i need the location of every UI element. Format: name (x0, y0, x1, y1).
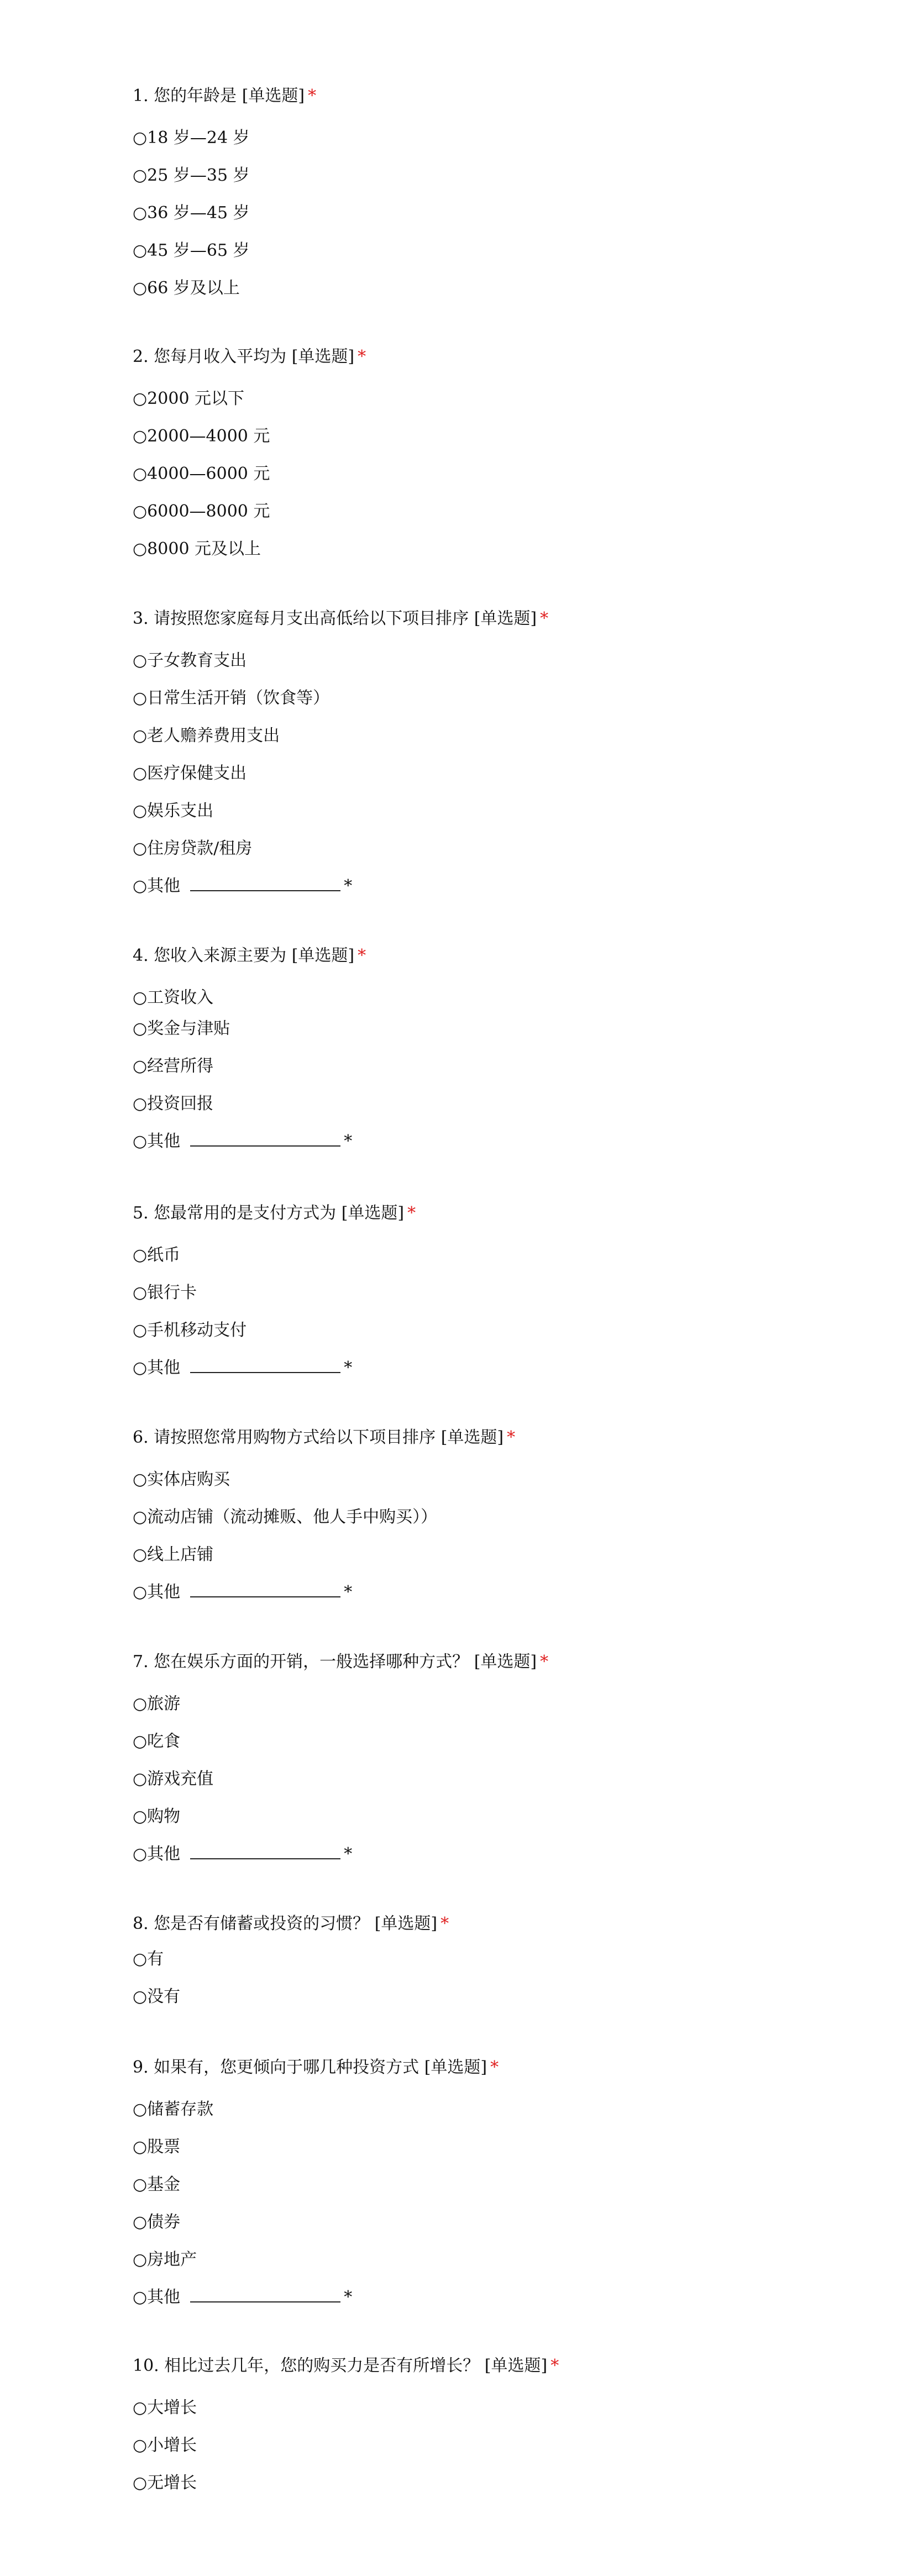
option-label: ○66 岁及以上 (133, 278, 240, 298)
question-title (133, 85, 316, 107)
option-game-topup[interactable] (133, 1768, 213, 1790)
option-label: ○其他 (133, 876, 181, 896)
option-stocks[interactable] (133, 2136, 180, 2158)
option-income-8000-plus[interactable] (133, 538, 261, 560)
blank-required-mark: * (344, 1844, 353, 1864)
question-title-text: 8. 您是否有储蓄或投资的习惯？ [单选题] (133, 1914, 438, 1933)
option-label: ○旅游 (133, 1694, 181, 1713)
option-label: ○子女教育支出 (133, 651, 247, 670)
option-no-growth[interactable] (133, 2472, 197, 2494)
option-label: ○医疗保健支出 (133, 764, 247, 783)
option-36-45[interactable] (133, 202, 250, 224)
option-mobile-payment[interactable] (133, 1319, 247, 1342)
option-label: ○大增长 (133, 2398, 197, 2417)
required-mark: * (507, 1428, 516, 1447)
option-label: ○36 岁—45 岁 (133, 203, 250, 223)
question-title (133, 1913, 449, 1935)
option-travel[interactable] (133, 1693, 180, 1715)
question-title-text: 7. 您在娱乐方面的开销，一般选择哪种方式？ [单选题] (133, 1652, 537, 1671)
blank-required-mark: * (344, 1583, 353, 1602)
required-mark: * (540, 609, 549, 628)
option-salary[interactable] (133, 987, 213, 1009)
question-title-text: 10. 相比过去几年，您的购买力是否有所增长？ [单选题] (133, 2356, 548, 2375)
option-label: ○纸币 (133, 1245, 181, 1265)
option-label: ○其他 (133, 1358, 181, 1378)
option-label: ○其他 (133, 1844, 181, 1864)
option-other[interactable] (133, 1131, 352, 1153)
option-other[interactable] (133, 1843, 352, 1865)
option-label: ○基金 (133, 2175, 181, 2194)
option-label: ○没有 (133, 1987, 181, 2006)
option-label: ○6000—8000 元 (133, 502, 270, 521)
option-label: ○银行卡 (133, 1283, 197, 1302)
question-title (133, 1427, 515, 1449)
option-online-store[interactable] (133, 1544, 213, 1566)
option-label: ○无增长 (133, 2473, 197, 2493)
required-mark: * (540, 1652, 549, 1671)
blank-required-mark: * (344, 1132, 353, 1151)
question-title (133, 1651, 548, 1673)
option-income-4000-6000[interactable] (133, 463, 270, 485)
option-label: ○4000—6000 元 (133, 464, 270, 483)
option-small-growth[interactable] (133, 2435, 197, 2457)
question-title-text: 9. 如果有，您更倾向于哪几种投资方式 [单选题] (133, 2058, 487, 2077)
option-other[interactable] (133, 2286, 352, 2309)
option-daily-living[interactable] (133, 687, 329, 709)
question-title-text: 6. 请按照您常用购物方式给以下项目排序 [单选题] (133, 1428, 504, 1447)
option-yes[interactable] (133, 1948, 164, 1970)
option-label: ○债券 (133, 2212, 181, 2232)
option-real-estate[interactable] (133, 2249, 197, 2271)
option-no[interactable] (133, 1986, 180, 2008)
option-label: ○老人赡养费用支出 (133, 726, 280, 745)
other-text-field[interactable] (190, 2287, 340, 2302)
option-other[interactable] (133, 1581, 352, 1604)
option-label: ○其他 (133, 1583, 181, 1602)
option-label: ○25 岁—35 岁 (133, 166, 250, 185)
option-entertainment[interactable] (133, 800, 213, 822)
option-income-6000-8000[interactable] (133, 501, 270, 523)
question-title (133, 945, 366, 967)
required-mark: * (358, 347, 366, 366)
option-elder-support[interactable] (133, 725, 280, 747)
option-25-35[interactable] (133, 165, 250, 187)
option-label: ○储蓄存款 (133, 2100, 214, 2119)
question-title (133, 346, 366, 368)
option-label: ○线上店铺 (133, 1545, 214, 1564)
option-savings[interactable] (133, 2099, 213, 2121)
option-label: ○投资回报 (133, 1094, 214, 1113)
option-bonds[interactable] (133, 2211, 180, 2233)
option-label: ○日常生活开销（饮食等） (133, 688, 330, 708)
other-text-field[interactable] (190, 876, 340, 891)
option-label: ○奖金与津贴 (133, 1019, 230, 1038)
question-title-text: 1. 您的年龄是 [单选题] (133, 86, 305, 106)
option-label: ○购物 (133, 1807, 181, 1826)
option-label: ○股票 (133, 2137, 181, 2157)
other-text-field[interactable] (190, 1582, 340, 1597)
option-label: ○吃食 (133, 1732, 181, 1751)
blank-required-mark: * (344, 1358, 353, 1378)
option-bonus[interactable] (133, 1018, 230, 1040)
option-shopping[interactable] (133, 1806, 180, 1828)
option-income-2000-4000[interactable] (133, 425, 270, 448)
option-label: ○住房贷款/租房 (133, 839, 253, 858)
option-label: ○18 岁—24 岁 (133, 128, 250, 148)
option-label: ○2000—4000 元 (133, 427, 270, 446)
option-label: ○小增长 (133, 2436, 197, 2455)
option-medical[interactable] (133, 763, 247, 785)
option-food[interactable] (133, 1731, 180, 1753)
required-mark: * (440, 1914, 449, 1933)
option-cash[interactable] (133, 1244, 180, 1266)
question-title-text: 4. 您收入来源主要为 [单选题] (133, 946, 355, 965)
option-label: ○有 (133, 1949, 164, 1969)
question-title (133, 2355, 559, 2377)
option-18-24[interactable] (133, 127, 250, 149)
required-mark: * (490, 2058, 499, 2077)
option-label: ○工资收入 (133, 988, 214, 1007)
question-title (133, 2057, 499, 2079)
option-label: ○手机移动支付 (133, 1321, 247, 1340)
option-label: ○实体店购买 (133, 1470, 230, 1489)
blank-required-mark: * (344, 876, 353, 896)
option-mobile-vendor[interactable] (133, 1506, 437, 1528)
option-label: ○2000 元以下 (133, 389, 245, 408)
option-label: ○其他 (133, 2288, 181, 2307)
option-physical-store[interactable] (133, 1469, 230, 1491)
other-text-field[interactable] (190, 1844, 340, 1859)
option-45-65[interactable] (133, 240, 250, 262)
question-title (133, 1202, 416, 1224)
other-text-field[interactable] (190, 1131, 340, 1147)
option-other[interactable] (133, 875, 352, 897)
required-mark: * (308, 86, 317, 106)
question-title-text: 3. 请按照您家庭每月支出高低给以下项目排序 [单选题] (133, 609, 537, 628)
option-66-plus[interactable] (133, 277, 240, 299)
option-label: ○流动店铺（流动摊贩、他人手中购买）） (133, 1507, 438, 1527)
question-title-text: 5. 您最常用的是支付方式为 [单选题] (133, 1203, 405, 1223)
option-label: ○经营所得 (133, 1056, 214, 1076)
option-label: ○45 岁—65 岁 (133, 241, 250, 260)
other-text-field[interactable] (190, 1358, 340, 1373)
option-label: ○娱乐支出 (133, 801, 214, 821)
option-child-education[interactable] (133, 650, 247, 672)
option-funds[interactable] (133, 2174, 180, 2196)
option-other[interactable] (133, 1357, 352, 1379)
option-income-below-2000[interactable] (133, 388, 244, 410)
required-mark: * (550, 2356, 559, 2375)
option-label: ○房地产 (133, 2250, 197, 2269)
option-investment-return[interactable] (133, 1093, 213, 1115)
required-mark: * (407, 1203, 416, 1223)
question-title (133, 608, 548, 630)
option-bank-card[interactable] (133, 1282, 197, 1304)
option-label: ○游戏充值 (133, 1769, 214, 1789)
option-label: ○其他 (133, 1132, 181, 1151)
option-business-income[interactable] (133, 1055, 213, 1077)
option-large-growth[interactable] (133, 2397, 197, 2419)
blank-required-mark: * (344, 2288, 353, 2307)
option-housing[interactable] (133, 838, 252, 860)
option-label: ○8000 元及以上 (133, 539, 261, 559)
required-mark: * (358, 946, 366, 965)
question-title-text: 2. 您每月收入平均为 [单选题] (133, 347, 355, 366)
